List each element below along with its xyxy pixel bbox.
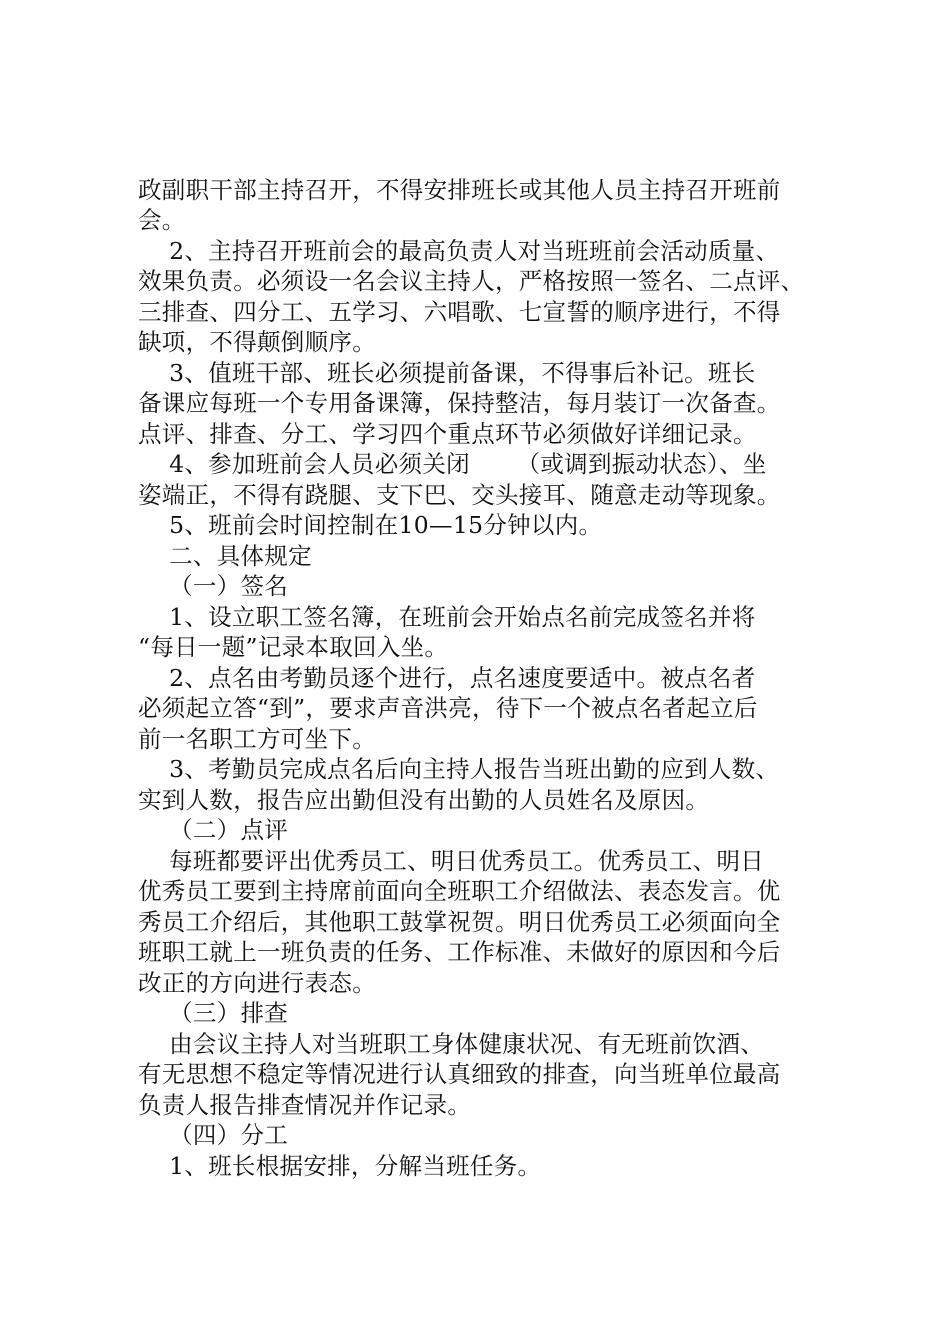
text-line: 1、设立职工签名簿，在班前会开始点名前完成签名并将	[138, 603, 756, 631]
text-line: 2、主持召开班前会的最高负责人对当班班前会活动质量、	[138, 237, 780, 265]
text-line: 3、考勤员完成点名后向主持人报告当班出勤的应到人数、	[138, 755, 780, 783]
text-line: 每班都要评出优秀员工、明日优秀员工。优秀员工、明日	[138, 847, 765, 875]
subsection-heading: （四）分工	[138, 1121, 289, 1149]
text-line: 效果负责。必须设一名会议主持人，严格按照一签名、二点评、	[138, 267, 805, 295]
text-line: 会。	[138, 206, 186, 234]
text-line: 优秀员工要到主持席前面向全班职工介绍做法、表态发言。优	[138, 877, 781, 905]
text-line: 备课应每班一个专用备课簿，保持整洁，每月装订一次备查。	[138, 389, 781, 417]
text-line: 秀员工介绍后，其他职工鼓掌祝贺。明日优秀员工必须面向全	[138, 908, 781, 936]
text-line: 4、参加班前会人员必须关闭 （或调到振动状态）、坐	[138, 450, 767, 478]
text-line: 点评、排查、分工、学习四个重点环节必须做好详细记录。	[138, 420, 757, 448]
text-line: 实到人数，报告应出勤但没有出勤的人员姓名及原因。	[138, 786, 710, 814]
text-line: 由会议主持人对当班职工身体健康状况、有无班前饮酒、	[138, 1030, 765, 1058]
text-line: 三排查、四分工、五学习、六唱歌、七宣誓的顺序进行，不得	[138, 298, 781, 326]
text-line: 前一名职工方可坐下。	[138, 725, 376, 753]
text-line: 政副职干部主持召开，不得安排班长或其他人员主持召开班前	[138, 176, 781, 204]
subsection-heading: （一）签名	[138, 572, 289, 600]
text-line: 5、班前会时间控制在10—15分钟以内。	[138, 511, 603, 539]
text-line: 负责人报告排查情况并作记录。	[138, 1091, 472, 1119]
text-line: 姿端正，不得有跷腿、支下巴、交头接耳、随意走动等现象。	[138, 481, 781, 509]
text-line: 3、值班干部、班长必须提前备课，不得事后补记。班长	[138, 359, 756, 387]
text-line: “每日一题”记录本取回入坐。	[138, 633, 449, 661]
text-line: 有无思想不稳定等情况进行认真细致的排查，向当班单位最高	[138, 1060, 781, 1088]
text-line: 缺项，不得颠倒顺序。	[138, 328, 376, 356]
text-line: 1、班长根据安排，分解当班任务。	[138, 1152, 542, 1180]
text-line: 2、点名由考勤员逐个进行，点名速度要适中。被点名者	[138, 664, 756, 692]
text-line: 班职工就上一班负责的任务、工作标准、未做好的原因和今后	[138, 938, 781, 966]
text-line: 改正的方向进行表态。	[138, 969, 376, 997]
section-heading: 二、具体规定	[138, 542, 312, 570]
subsection-heading: （三）排查	[138, 999, 289, 1027]
subsection-heading: （二）点评	[138, 816, 289, 844]
text-line: 必须起立答“到”，要求声音洪亮，待下一个被点名者起立后	[138, 694, 758, 722]
